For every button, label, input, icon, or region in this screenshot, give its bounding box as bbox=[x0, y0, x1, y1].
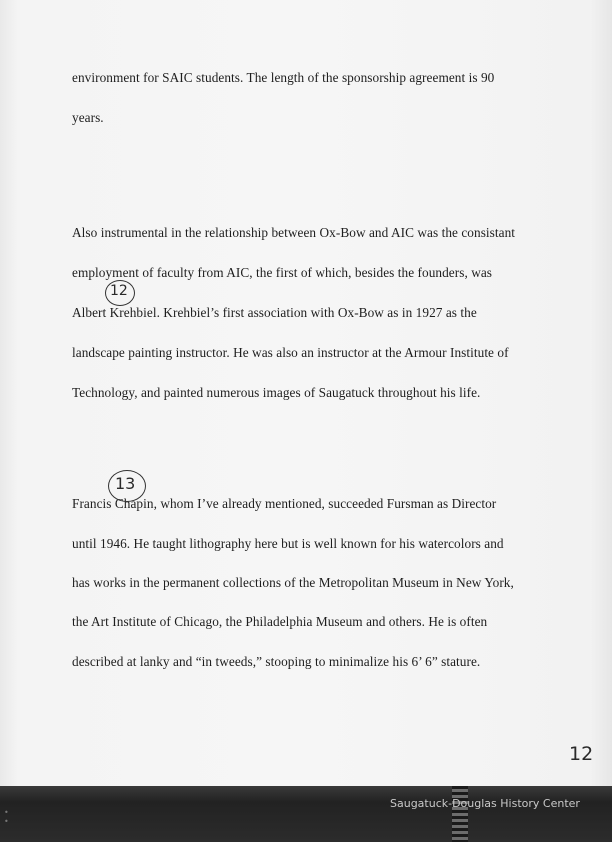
text-line: until 1946. He taught lithography here but is well known for his watercolors and bbox=[72, 536, 504, 551]
edge-marks: • • bbox=[4, 808, 9, 826]
text-line: the Art Institute of Chicago, the Philadelphia Museum and others. He is often bbox=[72, 614, 488, 629]
text-line: Francis Chapin, whom I’ve already mentioned, succeeded Fursman as Director bbox=[72, 496, 497, 511]
text-line: years. bbox=[72, 110, 104, 125]
text-line: employment of faculty from AIC, the first of which, besides the founders, was bbox=[72, 265, 493, 280]
text-line: Also instrumental in the relationship between Ox-Bow and AIC was the consistant bbox=[72, 225, 516, 240]
text-line: described at lanky and “in tweeds,” stooping to minimalize his 6’ 6” stature. bbox=[72, 654, 481, 669]
text-line: Albert Krehbiel. Krehbiel’s first association with Ox-Bow as in 1927 as the bbox=[72, 305, 477, 320]
scanner-shadow bbox=[0, 786, 612, 842]
handwritten-annotation: 12 bbox=[110, 283, 128, 299]
handwritten-annotation: 13 bbox=[115, 474, 136, 493]
text-line: landscape painting instructor. He was also an instructor at the Armour Institute of bbox=[72, 345, 509, 360]
text-line: has works in the permanent collections of the Metropolitan Museum in New York, bbox=[72, 575, 514, 590]
page-number: 12 bbox=[569, 743, 594, 765]
watermark: Saugatuck-Douglas History Center bbox=[390, 797, 580, 810]
binder-clip bbox=[452, 786, 468, 842]
text-line: environment for SAIC students. The length of the sponsorship agreement is 90 bbox=[72, 70, 495, 85]
text-line: Technology, and painted numerous images of Saugatuck throughout his life. bbox=[72, 385, 481, 400]
